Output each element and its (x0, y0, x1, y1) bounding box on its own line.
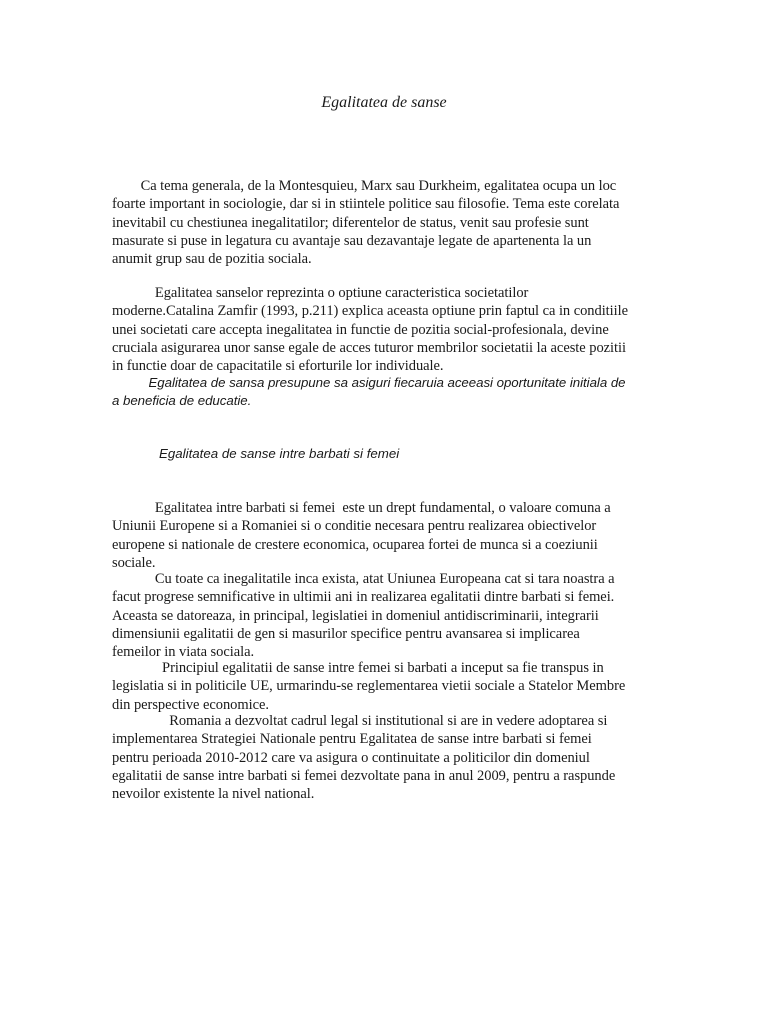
text-line: cruciala asigurarea unor sanse egale de acces tuturor membrilor societatii la aceste pozitii (112, 339, 626, 356)
paragraph-fundamental-right (112, 499, 655, 572)
text-line: moderne.Catalina Zamfir (1993, p.211) explica aceasta optiune prin faptul ca in conditiile (112, 303, 628, 320)
text-line: inevitabil cu chestiunea inegalitatilor; diferentelor de status, venit sau profesie sunt (112, 214, 589, 231)
paragraph-progress (112, 570, 655, 661)
text-line: femeilor in viata sociala. (112, 644, 255, 661)
text-line: Uniunii Europene si a Romaniei si o conditie necesara pentru realizarea obiectivelor (112, 518, 597, 535)
section-subheading: Egalitatea de sanse intre barbati si femei (159, 446, 400, 461)
paragraph-education-quote (112, 374, 655, 410)
text-line: unei societati care accepta inegalitatea in functie de pozitia social-profesionala, devine (112, 321, 609, 338)
paragraph-principle (112, 659, 655, 714)
text-line: legislatia si in politicile UE, urmarindu-se reglementarea vietii sociale a Statelor Membre (112, 678, 626, 695)
text-line: Egalitatea de sansa presupune sa asiguri fiecaruia aceeasi oportunitate initiala de (112, 375, 626, 390)
text-line: in functie doar de capacitatile si eforturile lor individuale. (112, 358, 444, 375)
text-line: nevoilor existente la nivel national. (112, 786, 315, 803)
text-line: Aceasta se datoreaza, in principal, legislatiei in domeniul antidiscriminarii, integrarii (112, 607, 599, 624)
text-line: sociale. (112, 554, 156, 571)
paragraph-romania-strategy (112, 712, 655, 803)
text-line: europene si nationale de crestere economica, ocuparea fortei de munca si a coeziunii (112, 536, 598, 553)
text-line: masurate si puse in legatura cu avantaje sau dezavantaje legate de apartenenta la un (112, 232, 592, 249)
text-line: Romania a dezvoltat cadrul legal si institutional si are in vedere adoptarea si (112, 713, 608, 729)
text-line: Cu toate ca inegalitatile inca exista, atat Uniunea Europeana cat si tara noastra a (112, 571, 615, 587)
text-line: a beneficia de educatie. (112, 393, 252, 408)
text-line: Ca tema generala, de la Montesquieu, Marx sau Durkheim, egalitatea ocupa un loc (112, 178, 617, 194)
text-line: facut progrese semnificative in ultimii ani in realizarea egalitatii dintre barbati si femei. (112, 589, 615, 606)
paragraph-equal-opportunity (112, 284, 655, 375)
text-line: dimensiunii egalitatii de gen si masurilor specifice pentru avansarea si implicarea (112, 625, 580, 642)
document-title: Egalitatea de sanse (321, 94, 447, 111)
text-line: Egalitatea sanselor reprezinta o optiune caracteristica societatilor (112, 285, 529, 301)
text-line: pentru perioada 2010-2012 care va asigura o continuitate a politicilor din domeniul (112, 749, 590, 766)
text-line: din perspective economice. (112, 696, 269, 713)
text-line: Principiul egalitatii de sanse intre femei si barbati a inceput sa fie transpus in (112, 660, 604, 676)
text-line: egalitatii de sanse intre barbati si femei dezvoltate pana in anul 2009, pentru a raspunde (112, 767, 616, 784)
text-line: anumit grup sau de pozitia sociala. (112, 251, 312, 268)
text-line: Egalitatea intre barbati si femei este un drept fundamental, o valoare comuna a (112, 500, 611, 516)
text-line: implementarea Strategiei Nationale pentru Egalitatea de sanse intre barbati si femei (112, 731, 592, 748)
text-line: foarte important in sociologie, dar si in stiintele politice sau filosofie. Tema este corelata (112, 196, 620, 213)
paragraph-general-theme (112, 177, 655, 268)
